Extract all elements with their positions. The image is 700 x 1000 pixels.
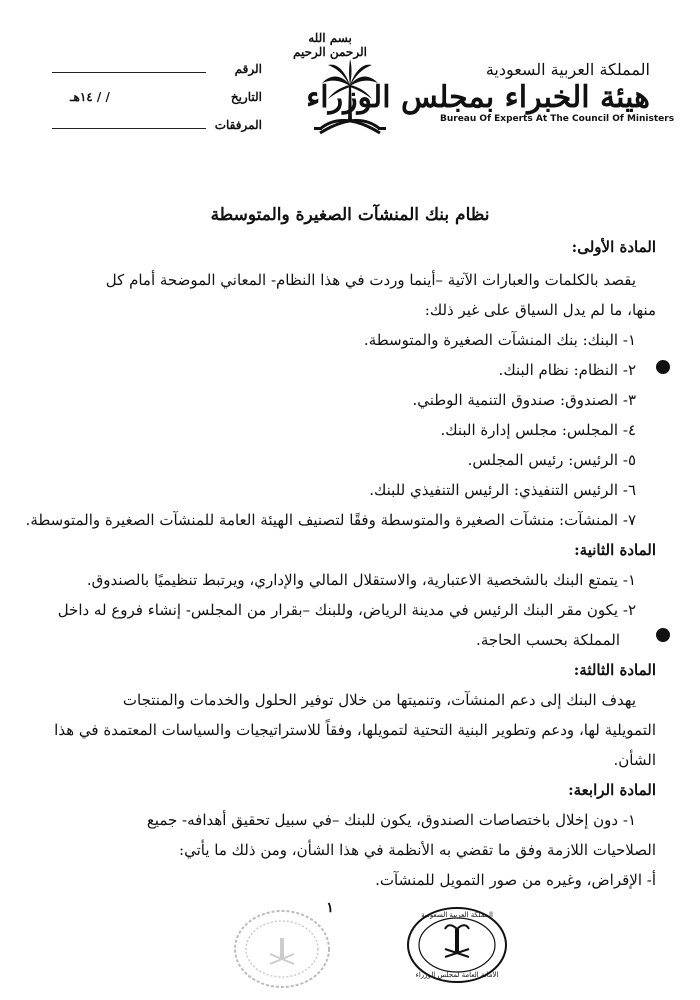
definition-5: ٥- الرئيس: رئيس المجلس. <box>467 451 636 469</box>
article-4-para-1-line-1: ١- دون إخلال باختصاصات الصندوق، يكون للبنك –في سبيل تحقيق أهدافه- جميع <box>146 811 636 829</box>
definition-2: ٢- النظام: نظام البنك. <box>498 361 636 379</box>
definition-6: ٦- الرئيس التنفيذي: الرئيس التنفيذي للبنك. <box>369 481 636 499</box>
org-name: المملكة العربية السعودية <box>485 60 650 79</box>
seal-inner-text: الأمانة العامة لمجلس الوزراء <box>415 971 499 979</box>
bureau-name-ar: هيئة الخبراء بمجلس الوزراء <box>306 80 650 115</box>
definition-3: ٣- الصندوق: صندوق التنمية الوطني. <box>412 391 636 409</box>
attachments-line <box>52 128 206 129</box>
article-4-heading: المادة الرابعة: <box>568 781 656 799</box>
number-row <box>42 62 262 90</box>
definition-4: ٤- المجلس: مجلس إدارة البنك. <box>440 421 636 439</box>
article-2-para-1: ١- يتمتع البنك بالشخصية الاعتبارية، والاستقلال المالي والإداري، ويرتبط تنظيميًا بالصندوق. <box>86 571 636 589</box>
attachments-row <box>42 118 262 146</box>
bureau-name-en: Bureau Of Experts At The Council Of Ministers <box>440 114 675 124</box>
article-3-heading: المادة الثالثة: <box>573 661 656 679</box>
number-label: الرقم <box>234 62 262 76</box>
article-3-line-2: التمويلية لها، ودعم وتطوير البنية التحتية لتمويلها، وفقاً للاستراتيجيات والسياسات المعتمدة في هذا <box>54 721 656 739</box>
reference-fields <box>42 62 262 146</box>
date-value: / / ١٤هـ <box>70 90 110 104</box>
definition-7: ٧- المنشآت: منشآت الصغيرة والمتوسطة وفقًا لتصنيف الهيئة العامة للمنشآت الصغيرة والمتوسطة. <box>25 511 636 529</box>
article-1-heading: المادة الأولى: <box>571 238 656 256</box>
article-4-item-a: أ- الإقراض، وغيره من صور التمويل للمنشآت. <box>375 871 656 889</box>
punch-hole-mark-top <box>656 360 670 374</box>
article-3-line-3: الشأن. <box>613 751 656 769</box>
punch-hole-mark-bottom <box>656 628 670 642</box>
date-row <box>42 90 262 118</box>
number-line <box>52 72 206 73</box>
attachments-label: المرفقات <box>214 118 262 132</box>
document-title: نظام بنك المنشآت الصغيرة والمتوسطة <box>210 205 490 225</box>
page-number: ١ <box>326 900 334 916</box>
faint-seal-stamp-icon <box>232 908 332 990</box>
article-3-line-1: يهدف البنك إلى دعم المنشآت، وتنميتها من خلال توفير الحلول والخدمات والمنتجات <box>122 691 636 709</box>
article-2-para-2-line-2: المملكة بحسب الحاجة. <box>476 631 620 649</box>
article-1-intro-line-1: يقصد بالكلمات والعبارات الآتية –أينما وردت في هذا النظام- المعاني الموضحة أمام كل <box>105 271 636 289</box>
article-2-heading: المادة الثانية: <box>574 541 656 559</box>
seal-ring-text: المملكة العربية السعودية <box>421 911 493 919</box>
article-1-intro-line-2: منها، ما لم يدل السياق على غير ذلك: <box>424 301 656 319</box>
basmala: بسم الله الرحمن الرحيم <box>293 31 367 59</box>
official-seal-stamp-icon <box>405 905 509 985</box>
definition-1: ١- البنك: بنك المنشآت الصغيرة والمتوسطة. <box>363 331 636 349</box>
article-4-para-1-line-2: الصلاحيات اللازمة وفق ما تقضي به الأنظمة في هذا الشأن، ومن ذلك ما يأتي: <box>179 841 656 859</box>
date-label: التاريخ <box>230 90 262 104</box>
article-2-para-2-line-1: ٢- يكون مقر البنك الرئيس في مدينة الرياض، وللبنك –بقرار من المجلس- إنشاء فروع له داخل <box>57 601 636 619</box>
letterhead-org <box>306 60 675 124</box>
